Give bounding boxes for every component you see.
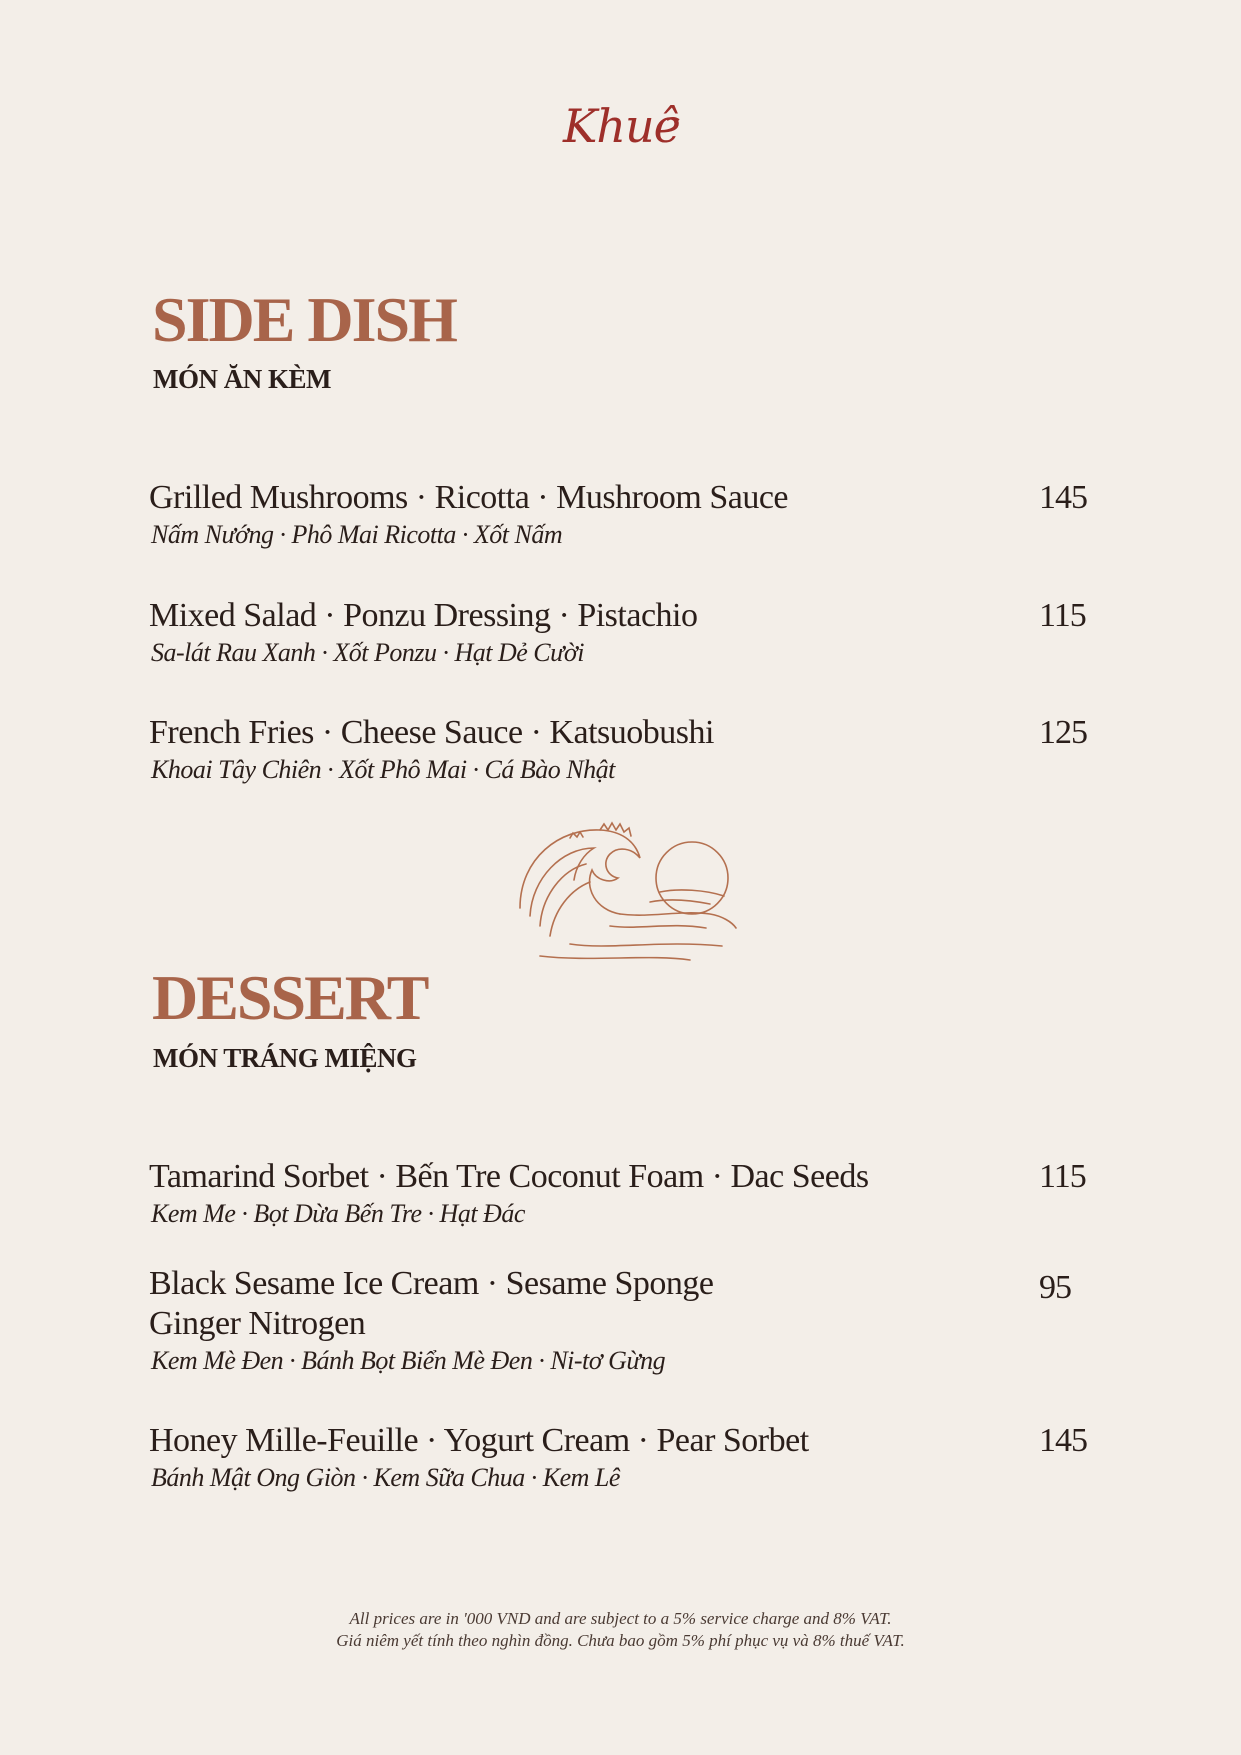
item-name: French Fries · Cheese Sauce · Katsuobushi [149, 714, 714, 751]
item-name: Mixed Salad · Ponzu Dressing · Pistachio [149, 597, 698, 634]
item-price: 125 [1039, 714, 1087, 751]
menu-item [149, 1264, 1109, 1376]
disclaimer-english: All prices are in '000 VND and are subject to a 5% service charge and 8% VAT. [349, 1609, 892, 1628]
item-name-vietnamese: Nấm Nướng · Phô Mai Ricotta · Xốt Nấm [151, 520, 563, 549]
item-name-vietnamese: Kem Me · Bọt Dừa Bến Tre · Hạt Đác [151, 1199, 525, 1228]
item-name-vietnamese: Khoai Tây Chiên · Xốt Phô Mai · Cá Bào Nhật [151, 755, 615, 784]
item-price: 95 [1039, 1269, 1071, 1306]
menu-item [149, 1157, 1109, 1229]
item-name: Honey Mille-Feuille · Yogurt Cream · Pear Sorbet [149, 1422, 809, 1459]
item-name: Grilled Mushrooms · Ricotta · Mushroom Sauce [149, 479, 789, 516]
item-name-vietnamese: Bánh Mật Ong Giòn · Kem Sữa Chua · Kem Lê [151, 1463, 620, 1492]
item-name: Tamarind Sorbet · Bến Tre Coconut Foam · Dac Seeds [149, 1158, 869, 1195]
brand-logo [555, 92, 695, 162]
item-price: 145 [1039, 1422, 1087, 1459]
dessert-subtitle: MÓN TRÁNG MIỆNG [153, 1043, 417, 1073]
menu-item [149, 478, 1109, 550]
menu-item [149, 713, 1109, 785]
item-name-vietnamese: Kem Mè Đen · Bánh Bọt Biển Mè Đen · Ni-tơ Gừng [151, 1346, 666, 1375]
item-name-vietnamese: Sa-lát Rau Xanh · Xốt Ponzu · Hạt Dẻ Cười [151, 638, 584, 667]
item-price: 115 [1039, 1158, 1086, 1195]
item-name: Black Sesame Ice Cream · Sesame Sponge Ginger Nitrogen [149, 1265, 714, 1342]
disclaimer-vietnamese: Giá niêm yết tính theo nghìn đồng. Chưa bao gồm 5% phí phục vụ và 8% thuế VAT. [336, 1631, 905, 1650]
menu-item [149, 1421, 1109, 1493]
menu-item [149, 596, 1109, 668]
side-dish-title: SIDE DISH [152, 284, 456, 355]
item-price: 145 [1039, 479, 1087, 516]
brand-logo-text: Khuê [563, 99, 680, 153]
item-price: 115 [1039, 597, 1086, 634]
side-dish-subtitle: MÓN ĂN KÈM [153, 364, 331, 394]
wave-sun-icon [510, 818, 742, 968]
price-disclaimer [0, 1608, 1241, 1652]
dessert-title: DESSERT [152, 962, 428, 1033]
